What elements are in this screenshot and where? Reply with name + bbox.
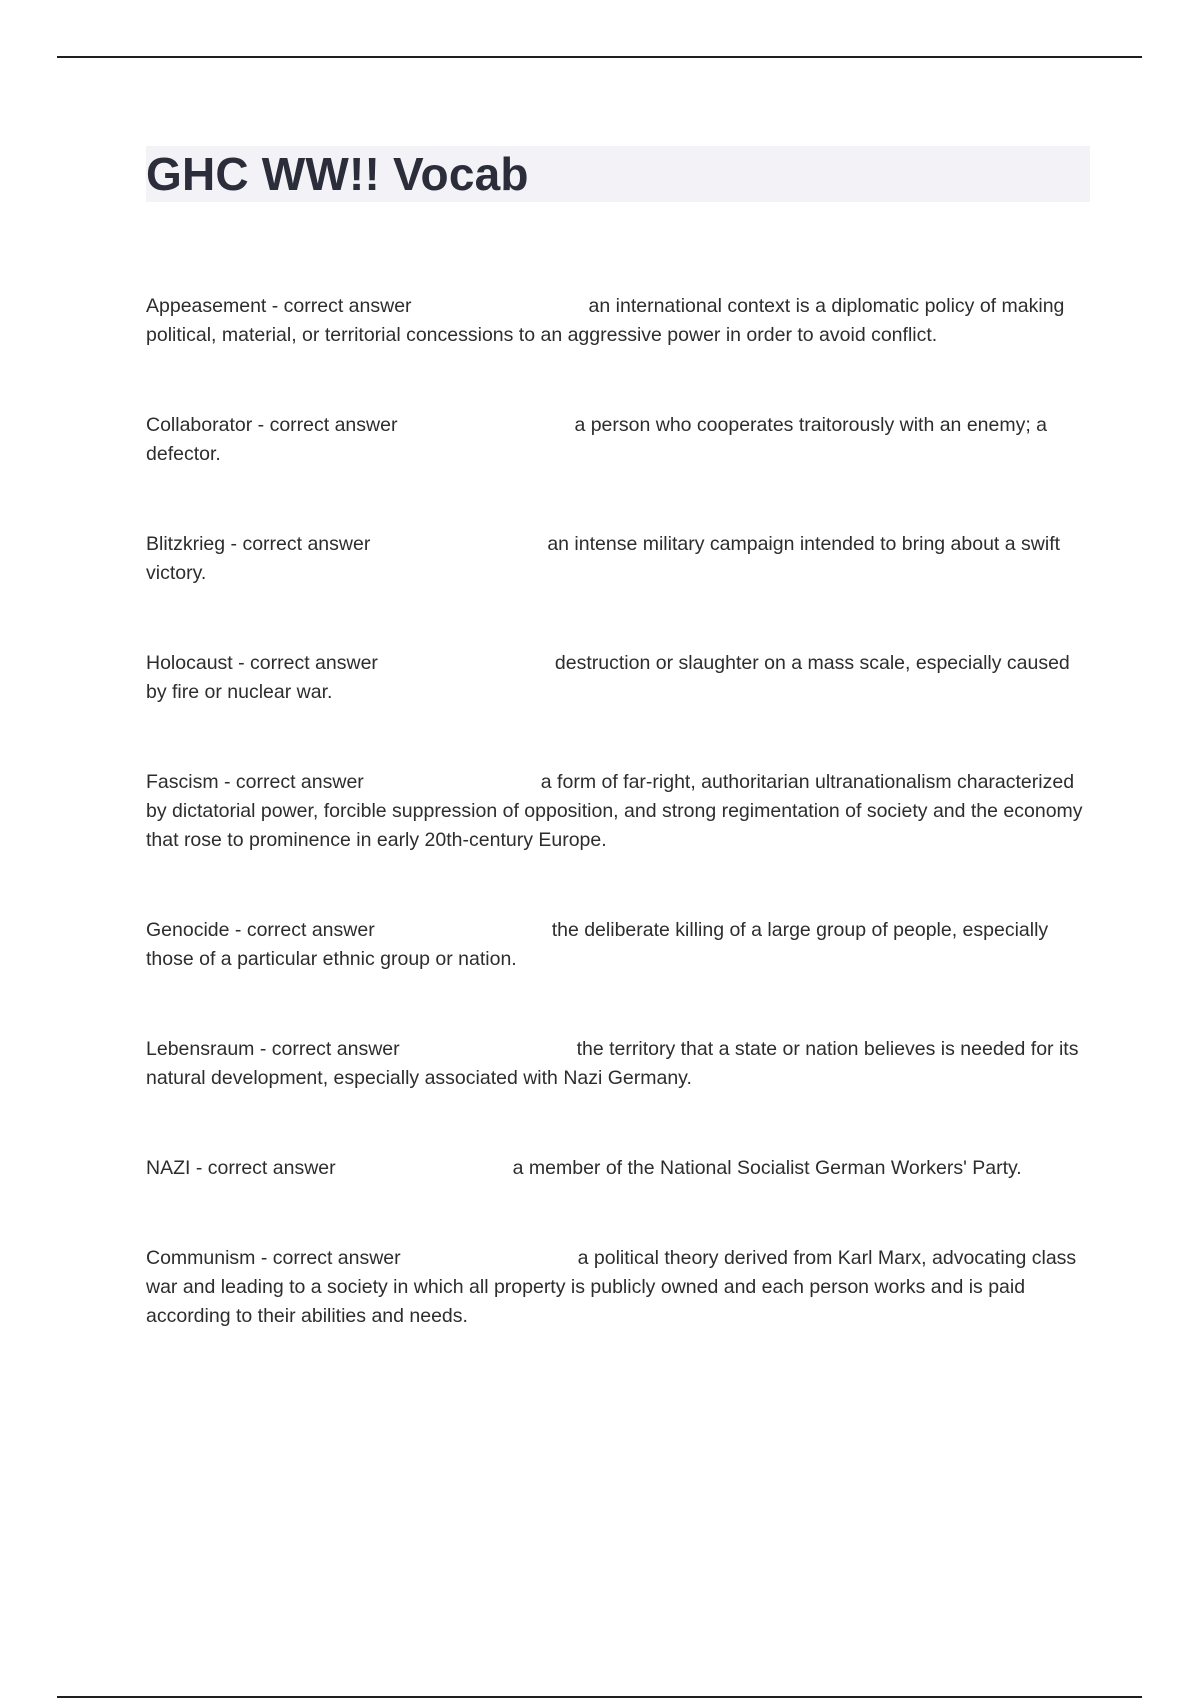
answer-separator: - correct answer — [232, 652, 378, 674]
vocab-definition: an intense military campaign intended to bring about a swift victory. — [146, 533, 1061, 584]
vocab-entry — [146, 649, 1090, 707]
vocab-definition: a member of the National Socialist German Workers' Party. — [512, 1157, 1022, 1179]
answer-separator: - correct answer — [266, 295, 412, 317]
vocab-term: Collaborator — [146, 414, 253, 436]
vocab-entry — [146, 292, 1090, 350]
top-rule — [57, 56, 1142, 58]
answer-separator: - correct answer — [229, 919, 375, 941]
vocab-entry — [146, 916, 1090, 974]
vocab-definition: a person who cooperates traitorously with an enemy; a defector. — [146, 414, 1048, 465]
vocab-term: Communism — [146, 1247, 256, 1269]
vocab-term: Blitzkrieg — [146, 533, 226, 555]
vocab-definition: the deliberate killing of a large group of people, especially those of a particular ethnic group or nation. — [146, 919, 1049, 970]
answer-separator: - correct answer — [255, 1247, 401, 1269]
vocab-definition: a form of far-right, authoritarian ultranationalism characterized by dictatorial power, forcible suppression of opposition, and strong regimentation of society and the economy that rose to prominence in early 20th-century Europe. — [146, 771, 1083, 851]
document-title: GHC WW!! Vocab — [146, 148, 529, 200]
answer-separator: - correct answer — [225, 533, 371, 555]
vocab-term: Genocide — [146, 919, 230, 941]
vocab-definition: a political theory derived from Karl Marx, advocating class war and leading to a society in which all property is publicly owned and each person works and is paid according to their abilities and needs. — [146, 1247, 1077, 1327]
vocab-entry — [146, 1035, 1090, 1093]
vocab-entry — [146, 530, 1090, 588]
vocab-term: Appeasement — [146, 295, 267, 317]
bottom-rule — [57, 1696, 1142, 1698]
vocab-entry — [146, 1244, 1090, 1331]
vocab-term: Lebensraum — [146, 1038, 255, 1060]
vocab-definition: destruction or slaughter on a mass scale, especially caused by fire or nuclear war. — [146, 652, 1070, 703]
vocab-list — [146, 292, 1090, 1392]
answer-separator: - correct answer — [254, 1038, 400, 1060]
answer-separator: - correct answer — [218, 771, 364, 793]
vocab-term: Fascism — [146, 771, 219, 793]
vocab-term: Holocaust — [146, 652, 233, 674]
vocab-entry — [146, 1154, 1090, 1183]
answer-separator: - correct answer — [190, 1157, 336, 1179]
vocab-definition: an international context is a diplomatic policy of making political, material, or territorial concessions to an aggressive power in order to avoid conflict. — [146, 295, 1065, 346]
vocab-entry — [146, 768, 1090, 855]
vocab-entry — [146, 411, 1090, 469]
vocab-term: NAZI — [146, 1157, 191, 1179]
answer-separator: - correct answer — [252, 414, 398, 436]
vocab-definition: the territory that a state or nation believes is needed for its natural development, especially associated with Nazi Germany. — [146, 1038, 1079, 1089]
